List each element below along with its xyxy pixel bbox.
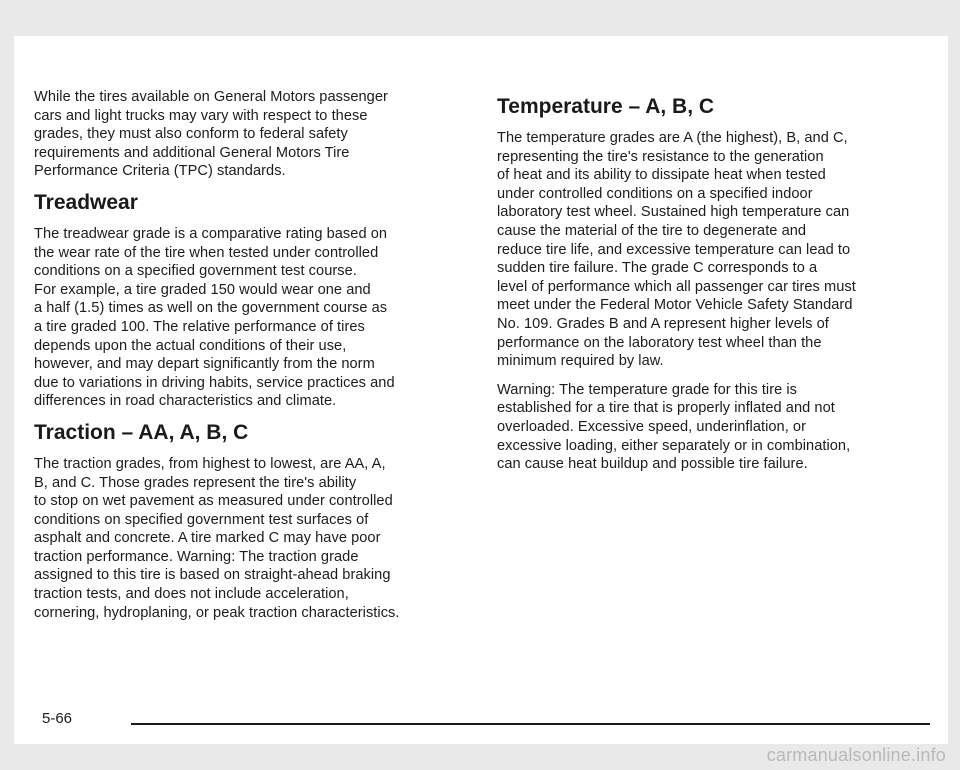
right-column (497, 95, 929, 484)
text-line: B, and C. Those grades represent the tire's ability (34, 474, 357, 491)
text-line: however, and may depart significantly from the norm (34, 356, 375, 373)
text-line: assigned to this tire is based on straight-ahead braking (34, 567, 391, 584)
text-line: reduce tire life, and excessive temperature can lead to (497, 241, 851, 258)
text-line: Performance Criteria (TPC) standards. (34, 163, 286, 180)
text-line: sudden tire failure. The grade C corresponds to a (497, 260, 818, 277)
text-line: of heat and its ability to dissipate heat when tested (497, 167, 826, 184)
text-line: conditions on a specified government test course. (34, 263, 357, 280)
footer-divider (131, 723, 930, 725)
text-line: The treadwear grade is a comparative rating based on (34, 225, 388, 242)
text-line: differences in road characteristics and climate. (34, 393, 337, 410)
text-line: requirements and additional General Motors Tire (34, 144, 350, 161)
text-line: a tire graded 100. The relative performance of tires (34, 318, 365, 335)
text-line: traction performance. Warning: The traction grade (34, 548, 359, 565)
text-line: excessive loading, either separately or in combination, (497, 437, 851, 454)
temperature-warning-paragraph (497, 381, 929, 474)
text-line: minimum required by law. (497, 353, 664, 370)
text-line: The traction grades, from highest to lowest, are AA, A, (34, 455, 386, 472)
watermark-text: carmanualsonline.info (766, 745, 946, 765)
text-line: performance on the laboratory test wheel than the (497, 334, 822, 351)
intro-paragraph (34, 88, 466, 181)
temperature-heading: Temperature – A, B, C (497, 95, 715, 118)
text-line: cornering, hydroplaning, or peak traction characteristics. (34, 604, 400, 621)
text-line: under controlled conditions on a specified indoor (497, 185, 813, 202)
text-line: level of performance which all passenger car tires must (497, 278, 856, 295)
manual-page (14, 36, 948, 744)
text-line: cause the material of the tire to degenerate and (497, 222, 807, 239)
treadwear-paragraph (34, 225, 466, 411)
left-column (34, 88, 466, 632)
text-line: established for a tire that is properly inflated and not (497, 400, 835, 417)
page-number: 5-66 (42, 710, 73, 727)
text-line: overloaded. Excessive speed, underinflation, or (497, 418, 807, 435)
text-line: laboratory test wheel. Sustained high temperature can (497, 204, 850, 221)
treadwear-heading: Treadwear (34, 190, 138, 214)
text-line: due to variations in driving habits, service practices and (34, 374, 395, 391)
traction-heading: Traction – AA, A, B, C (34, 420, 249, 444)
traction-paragraph (34, 455, 466, 622)
text-line: cars and light trucks may vary with respect to these (34, 107, 368, 124)
text-line: conditions on specified government test surfaces of (34, 511, 369, 528)
text-line: depends upon the actual conditions of their use, (34, 337, 347, 354)
text-line: to stop on wet pavement as measured under controlled (34, 493, 393, 510)
text-line: asphalt and concrete. A tire marked C may have poor (34, 530, 381, 547)
text-line: No. 109. Grades B and A represent higher levels of (497, 315, 829, 332)
text-line: representing the tire's resistance to the generation (497, 148, 824, 165)
text-line: the wear rate of the tire when tested under controlled (34, 244, 379, 261)
temperature-paragraph (497, 129, 929, 371)
text-line: While the tires available on General Motors passenger (34, 89, 388, 105)
text-line: meet under the Federal Motor Vehicle Safety Standard (497, 297, 853, 314)
text-line: For example, a tire graded 150 would wear one and (34, 281, 371, 298)
text-line: grades, they must also conform to federal safety (34, 126, 348, 143)
text-line: The temperature grades are A (the highest), B, and C, (497, 130, 848, 146)
text-line: Warning: The temperature grade for this tire is (497, 381, 798, 398)
text-line: can cause heat buildup and possible tire failure. (497, 456, 808, 473)
text-line: traction tests, and does not include acceleration, (34, 586, 349, 603)
text-line: a half (1.5) times as well on the government course as (34, 300, 388, 317)
